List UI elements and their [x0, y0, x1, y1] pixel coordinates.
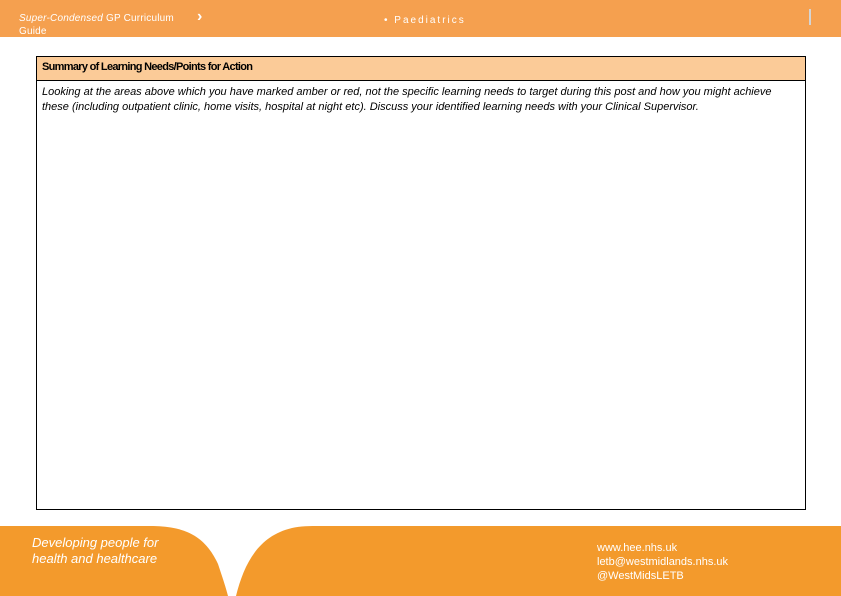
title-rest: GP Curriculum Guide — [19, 13, 174, 37]
footer-tagline: Developing people for health and healthcare — [32, 535, 159, 566]
title-italic: Super-Condensed — [19, 13, 103, 24]
learning-needs-instructions: Looking at the areas above which you have marked amber or red, not the specific learning needs to target during this post and how you might achieve these (including outpatient clinic, home visits, hospital at night etc). Discuss your identified learning needs with your Clinical Supervisor. — [42, 86, 772, 113]
learning-needs-box — [36, 56, 806, 510]
header-divider — [809, 9, 811, 25]
footer-website-link[interactable]: www.hee.nhs.uk — [597, 542, 678, 554]
learning-needs-heading: Summary of Learning Needs/Points for Action — [37, 57, 805, 81]
footer-email-link[interactable]: letb@westmidlands.nhs.uk — [597, 556, 729, 568]
footer-twitter-link[interactable]: @WestMidsLETB — [597, 570, 684, 582]
header-bar — [0, 0, 841, 37]
footer-contact — [597, 541, 797, 583]
chevron-right-icon: › — [197, 8, 203, 25]
document-title — [19, 12, 189, 38]
footer-band — [0, 524, 841, 596]
section-label: • Paediatrics — [384, 15, 466, 26]
